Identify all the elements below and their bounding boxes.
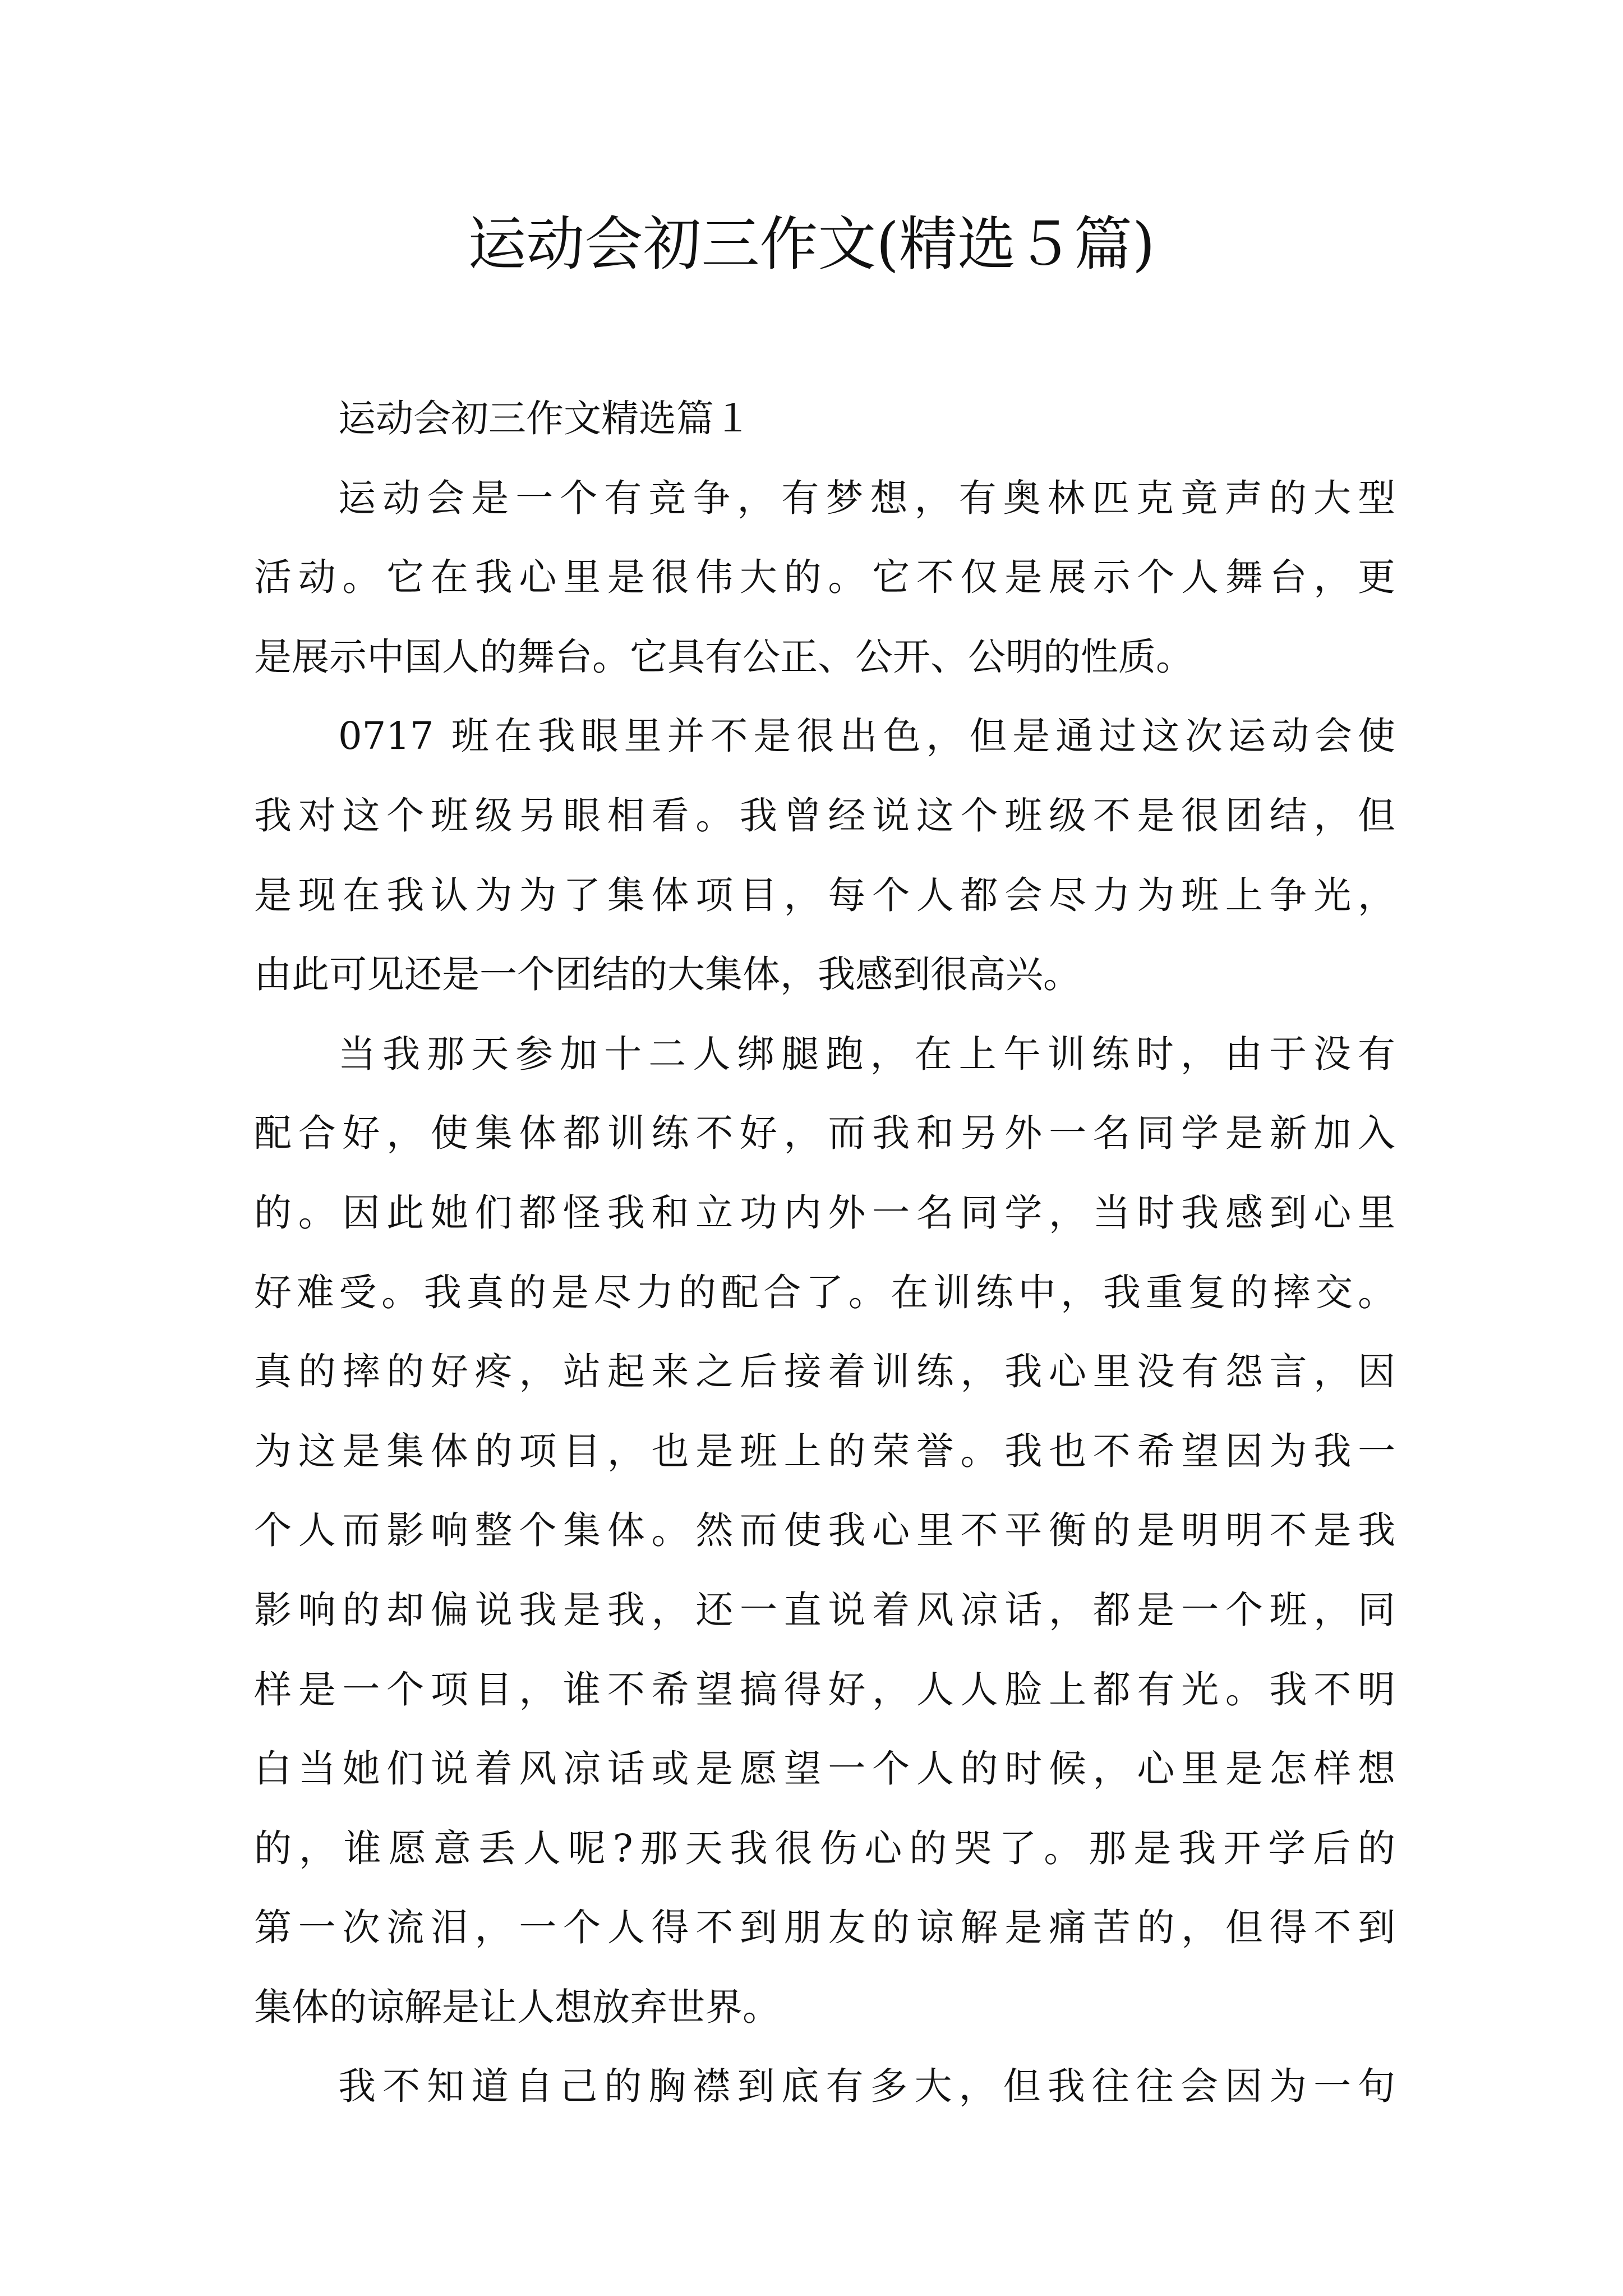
paragraph-3-line-2: 配合好，使集体都训练不好，而我和另外一名同学是新加入 [254, 1111, 1395, 1156]
paragraph-4-line-1: 我不知道自己的胸襟到底有多大，但我往往会因为一句 [338, 2064, 1395, 2109]
document-body [254, 379, 1395, 2127]
paragraph-2-line-3: 是现在我认为为了集体项目，每个人都会尽力为班上争光， [254, 873, 1395, 917]
section-heading: 运动会初三作文精选篇１ [338, 397, 751, 440]
paragraph-3-line-7: 个人而影响整个集体。然而使我心里不平衡的是明明不是我 [254, 1508, 1395, 1553]
paragraph-2-line-4: 由此可见还是一个团结的大集体，我感到很高兴。 [254, 953, 1081, 997]
paragraph-3-line-10: 白当她们说着风凉话或是愿望一个人的时候，心里是怎样想 [254, 1747, 1395, 1791]
paragraph-3-line-12: 第一次流泪，一个人得不到朋友的谅解是痛苦的，但得不到 [254, 1906, 1395, 1950]
paragraph-3-line-4: 好难受。我真的是尽力的配合了。在训练中，我重复的摔交。 [254, 1270, 1395, 1314]
paragraph-1-line-2: 活动。它在我心里是很伟大的。它不仅是展示个人舞台，更 [254, 555, 1395, 600]
paragraph-3-line-9: 样是一个项目，谁不希望搞得好，人人脸上都有光。我不明 [254, 1667, 1395, 1711]
paragraph-3-line-13: 集体的谅解是让人想放弃世界。 [254, 1985, 780, 2029]
paragraph-3-line-8: 影响的却偏说我是我，还一直说着风凉话，都是一个班，同 [254, 1588, 1395, 1632]
paragraph-3-line-3: 的。因此她们都怪我和立功内外一名同学，当时我感到心里 [254, 1190, 1395, 1235]
paragraph-1-line-1: 运动会是一个有竞争，有梦想，有奥林匹克竟声的大型 [338, 476, 1395, 520]
paragraph-3-line-1: 当我那天参加十二人绑腿跑，在上午训练时，由于没有 [338, 1032, 1395, 1076]
paragraph-1-line-3: 是展示中国人的舞台。它具有公正、公开、公明的性质。 [254, 634, 1193, 679]
paragraph-2-line-2: 我对这个班级另眼相看。我曾经说这个班级不是很团结，但 [254, 793, 1395, 838]
paragraph-3-line-11: 的，谁愿意丢人呢?那天我很伤心的哭了。那是我开学后的 [254, 1826, 1395, 1870]
paragraph-3-line-6: 为这是集体的项目，也是班上的荣誉。我也不希望因为我一 [254, 1429, 1395, 1473]
paragraph-2-line-1: 0717 班在我眼里并不是很出色，但是通过这次运动会使 [338, 714, 1395, 758]
document-title: 运动会初三作文(精选５篇) [468, 210, 1155, 278]
paragraph-3-line-5: 真的摔的好疼，站起来之后接着训练，我心里没有怨言，因 [254, 1350, 1395, 1394]
